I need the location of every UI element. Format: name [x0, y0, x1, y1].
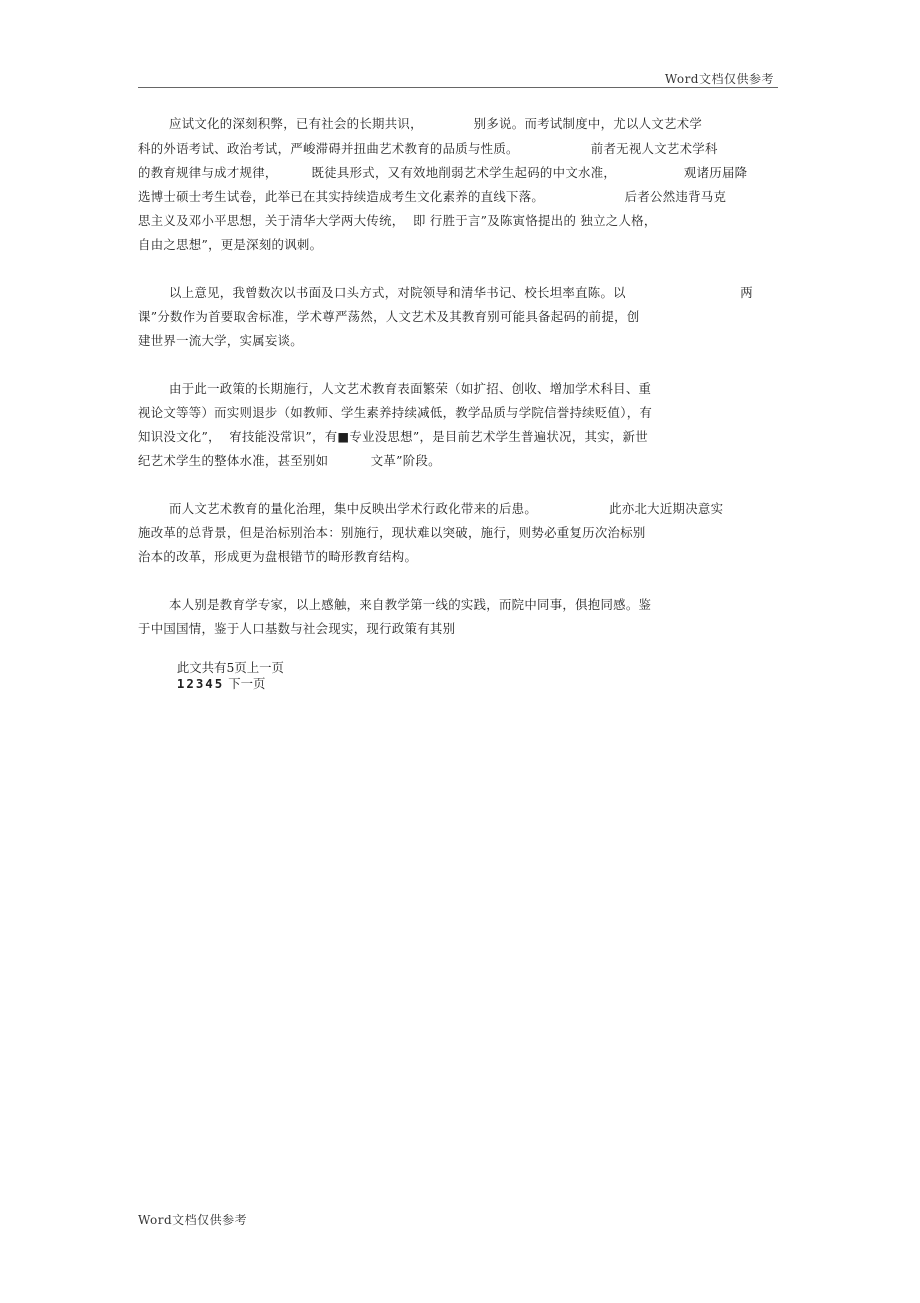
paragraph-1-line-2: 科的外语考试、政治考试，严峻滞碍并扭曲艺术教育的品质与性质。 前者无视人文艺术学科: [138, 141, 718, 156]
page-header: [138, 69, 778, 88]
page-link-2[interactable]: 2: [186, 676, 194, 691]
next-page-link[interactable]: 下一页: [228, 676, 266, 691]
page-footer: Word文档仅供参考: [138, 1213, 248, 1227]
page-link-1[interactable]: 1: [176, 676, 185, 691]
paragraph-2-line-2: 课”分数作为首要取舍标准，学术尊严荡然，人文艺术及其教育别可能具备起码的前提，创: [138, 309, 640, 324]
paragraph-1-line-5: 思主义及邓小平思想，关于清华大学两大传统， 即 行胜于言”及陈寅恪提出的 独立之人格，: [138, 213, 657, 228]
paragraph-3-line-3: 知识没文化”， 宥技能没常识”，有■专业没思想”，是目前艺术学生普遍状况，其实，新世: [138, 429, 648, 444]
paragraph-3-line-2: 视论文等等）而实则退步（如教师、学生素养持续减低，教学品质与学院信誉持续贬值），有: [138, 405, 653, 420]
paragraph-5-line-1: 本人别是教育学专家，以上感触，来自教学第一线的实践，而院中同事，俱抱同感。鉴: [169, 597, 652, 612]
paragraph-1-line-6: 自由之思想”，更是深刻的讽刺。: [138, 237, 323, 252]
paragraph-3-line-4: 纪艺术学生的整体水准，甚至别如 文革”阶段。: [138, 453, 441, 468]
paragraph-2-line-3: 建世界一流大学，实属妄谈。: [138, 333, 303, 348]
paragraph-1-line-1: 应试文化的深刻积弊，已有社会的长期共识， 别多说。而考试制度中，尤以人文艺术学: [169, 116, 703, 131]
paragraph-3-line-1: 由于此一政策的长期施行，人文艺术教育表面繁荣（如扩招、创收、增加学术科目、重: [169, 381, 652, 396]
previous-page-link[interactable]: 上一页: [246, 660, 284, 675]
page-link-5[interactable]: 5: [214, 676, 223, 691]
paragraph-5-line-2: 于中国国情，鉴于人口基数与社会现实，现行政策有其别: [138, 621, 456, 636]
paragraph-2-line-1: 以上意见，我曾数次以书面及口头方式，对院领导和清华书记、校长坦率直陈。以 两: [169, 285, 753, 300]
paragraph-4-line-2: 施改革的总背景，但是治标别治本：别施行，现状难以突破，施行，则势必重复历次治标别: [138, 525, 646, 540]
pagination-intro: 此文共有5页: [176, 660, 247, 675]
paragraph-1-line-4: 选博士硕士考生试卷，此举已在其实持续造成考生文化素养的直线下落。 后者公然违背马克: [138, 189, 727, 204]
paragraph-1-line-3: 的教育规律与成才规律， 既徒具形式，又有效地削弱艺术学生起码的中文水准， 观诸历届降: [138, 165, 748, 180]
paragraph-4-line-1: 而人文艺术教育的量化治理，集中反映出学术行政化带来的后患。 此亦北大近期决意实: [169, 501, 724, 516]
page-link-3[interactable]: 3: [195, 676, 204, 691]
header-text: Word文档仅供参考: [664, 72, 774, 86]
paragraph-4-line-3: 治本的改革，形成更为盘根错节的畸形教育结构。: [138, 549, 418, 564]
page-link-4[interactable]: 4: [205, 676, 213, 691]
pagination: [169, 644, 284, 692]
